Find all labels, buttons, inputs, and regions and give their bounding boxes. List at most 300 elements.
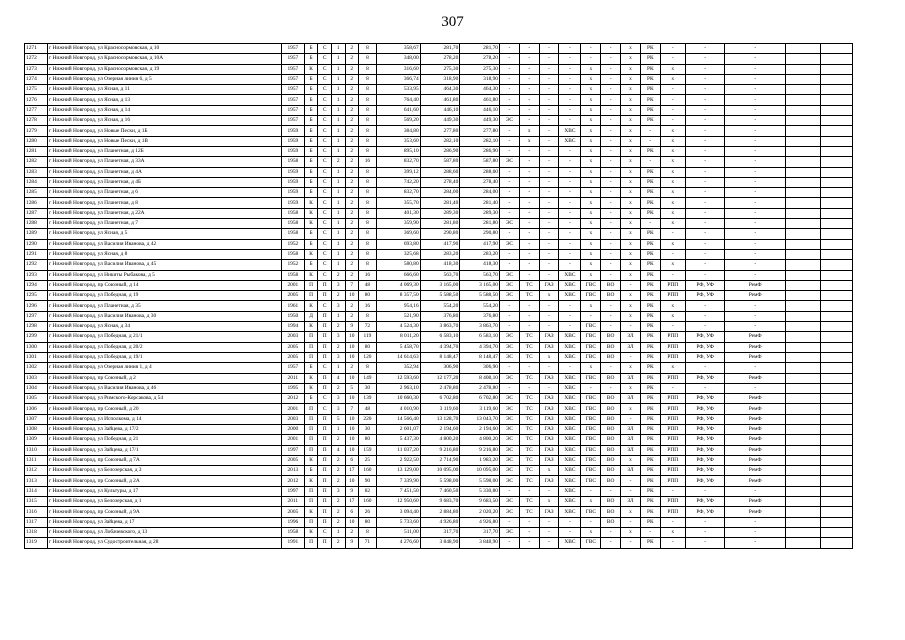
table-cell: г Нижний Новгород, ул Ясная, д 5 [47, 229, 281, 239]
table-cell: ЭС [500, 476, 520, 486]
table-cell: 8 [359, 54, 377, 64]
table-cell: - [725, 167, 786, 177]
table-cell: - [601, 383, 621, 393]
table-cell: РК [640, 64, 660, 74]
table-cell: 693,80 [376, 239, 420, 249]
table-cell: - [559, 146, 581, 156]
table-cell: 30 [359, 424, 377, 434]
table-cell: 9 216,80 [460, 445, 500, 455]
table-cell: 3 119,60 [420, 404, 460, 414]
table-cell: РК [640, 363, 660, 373]
table-cell: - [500, 322, 520, 332]
table-cell: 8 [359, 136, 377, 146]
table-cell: - [685, 527, 725, 537]
table-cell: 1 [331, 146, 345, 156]
table-cell: - [559, 95, 581, 105]
table-cell: РФ, УФ [685, 373, 725, 383]
table-cell: 1 [331, 229, 345, 239]
table-cell: РемФ [725, 455, 786, 465]
table-cell [785, 198, 821, 208]
table-cell: - [519, 188, 539, 198]
table-cell: 288,60 [460, 167, 500, 177]
table-cell: С [318, 167, 332, 177]
table-cell: ЗЛ [621, 394, 641, 404]
table-cell: 4 800,20 [460, 435, 500, 445]
table-cell: х [519, 126, 539, 136]
table-cell: - [519, 527, 539, 537]
table-cell: ГВС [581, 414, 601, 424]
table-cell: - [725, 188, 786, 198]
table-cell [785, 517, 821, 527]
table-cell: 2011 [281, 373, 304, 383]
table-cell: 72 [359, 322, 377, 332]
table-cell: 580,80 [376, 260, 420, 270]
table-cell: 1308 [25, 424, 48, 434]
table-row [25, 136, 853, 146]
table-cell: - [539, 486, 559, 496]
table-cell: 278,40 [420, 177, 460, 187]
table-cell: х [581, 157, 601, 167]
table-cell: - [500, 363, 520, 373]
table-cell: г Нижний Новгород, ул Планетная, д 33А [47, 157, 281, 167]
table-cell [785, 146, 821, 156]
table-cell: х [660, 177, 685, 187]
table-cell: г Нижний Новгород, ул Новые Пески, д 1Б [47, 126, 281, 136]
table-cell: Б [304, 229, 318, 239]
table-cell: - [559, 157, 581, 167]
table-cell: 1 [331, 363, 345, 373]
table-cell: 5 588,50 [420, 291, 460, 301]
table-cell: 2 [345, 136, 359, 146]
table-cell: РемФ [725, 476, 786, 486]
table-row [25, 332, 853, 342]
table-cell: - [660, 383, 685, 393]
table-cell: - [519, 44, 539, 54]
table-cell: РК [640, 116, 660, 126]
table-cell: - [539, 363, 559, 373]
table-cell: 1278 [25, 116, 48, 126]
table-cell: ГАЗ [539, 414, 559, 424]
table-cell: 13 128,70 [420, 414, 460, 424]
table-cell: К [304, 527, 318, 537]
table-cell: П [318, 342, 332, 352]
table-row [25, 486, 853, 496]
table-cell [785, 116, 821, 126]
table-cell: ГАЗ [539, 435, 559, 445]
table-cell: 2003 [281, 414, 304, 424]
table-cell: 10 [345, 435, 359, 445]
table-cell: 366,74 [376, 74, 420, 84]
table-row [25, 157, 853, 167]
table-cell: 1280 [25, 136, 48, 146]
table-cell: 160 [359, 466, 377, 476]
table-cell: РПП [660, 476, 685, 486]
table-cell: ЭС [500, 466, 520, 476]
table-cell: 6 702,80 [460, 394, 500, 404]
table-cell: ГАЗ [539, 404, 559, 414]
table-cell: 832,70 [376, 157, 420, 167]
table-cell: г Нижний Новгород, ул Зайцева, д 17/2 [47, 424, 281, 434]
table-cell: ЗЛ [621, 342, 641, 352]
table-cell: - [601, 177, 621, 187]
table-cell: 3 165,00 [460, 280, 500, 290]
table-cell [821, 239, 853, 249]
table-cell: П [304, 280, 318, 290]
table-cell: С [318, 394, 332, 404]
table-cell: ТС [519, 497, 539, 507]
table-cell: 2 922,50 [376, 455, 420, 465]
table-cell: РК [640, 54, 660, 64]
table-cell: 1958 [281, 219, 304, 229]
table-cell: Б [304, 157, 318, 167]
table-cell: РК [640, 260, 660, 270]
table-cell: П [318, 291, 332, 301]
table-cell: - [621, 517, 641, 527]
table-cell: К [304, 249, 318, 259]
table-cell: - [500, 311, 520, 321]
table-cell: РемФ [725, 404, 786, 414]
table-cell: 149 [359, 373, 377, 383]
table-row [25, 177, 853, 187]
table-row [25, 445, 853, 455]
table-cell: х [621, 146, 641, 156]
table-cell: 2 [345, 249, 359, 259]
table-cell: - [500, 54, 520, 64]
table-cell: РФ, УФ [685, 291, 725, 301]
table-cell: 2003 [281, 332, 304, 342]
table-cell: П [318, 352, 332, 362]
table-cell [785, 363, 821, 373]
table-cell: ТС [519, 332, 539, 342]
table-cell: 1957 [281, 54, 304, 64]
table-cell: 289,30 [460, 208, 500, 218]
table-cell: 1 [331, 105, 345, 115]
table-cell: 666,60 [376, 270, 420, 280]
table-cell: - [559, 167, 581, 177]
table-cell: 119 [359, 332, 377, 342]
table-cell: х [621, 54, 641, 64]
table-cell [785, 188, 821, 198]
table-cell: П [304, 486, 318, 496]
table-cell: ХВС [559, 373, 581, 383]
table-cell: С [318, 116, 332, 126]
table-cell: г Нижний Новгород, ул Ясная, д 34 [47, 322, 281, 332]
table-cell: ТС [519, 414, 539, 424]
table-cell: П [304, 497, 318, 507]
table-cell: П [304, 435, 318, 445]
table-cell [821, 208, 853, 218]
table-cell: 1 [331, 188, 345, 198]
table-cell [785, 424, 821, 434]
table-cell: 1306 [25, 404, 48, 414]
table-cell: РК [640, 476, 660, 486]
table-cell [785, 126, 821, 136]
table-cell: С [318, 146, 332, 156]
table-cell: 1313 [25, 476, 48, 486]
table-cell: - [660, 322, 685, 332]
table-cell: П [318, 280, 332, 290]
table-cell: 464,30 [420, 85, 460, 95]
table-cell: П [318, 486, 332, 496]
table-row [25, 404, 853, 414]
table-cell: - [725, 136, 786, 146]
table-cell: 1302 [25, 363, 48, 373]
table-cell: П [304, 291, 318, 301]
table-cell: РПП [660, 497, 685, 507]
housing-registry-table [24, 43, 853, 549]
table-cell: 1297 [25, 311, 48, 321]
table-cell: РемФ [725, 414, 786, 424]
table-cell: ХВС [559, 486, 581, 496]
table-cell: - [725, 249, 786, 259]
table-cell: г Нижний Новгород, ул Планетная, д 4А [47, 167, 281, 177]
table-cell: 511,00 [376, 527, 420, 537]
table-cell: 2 [345, 167, 359, 177]
table-cell: ЗЛ [621, 435, 641, 445]
table-cell: 2 478,80 [460, 383, 500, 393]
table-cell [821, 466, 853, 476]
table-cell: х [581, 497, 601, 507]
table-cell: 2 [331, 322, 345, 332]
table-cell: 48 [359, 280, 377, 290]
table-cell: 449,30 [420, 116, 460, 126]
table-cell: - [539, 229, 559, 239]
table-cell: г Нижний Новгород, ул Красносормовская, д 10 [47, 44, 281, 54]
table-cell: РК [640, 455, 660, 465]
table-cell: 8 [359, 219, 377, 229]
table-cell: РФ, УФ [685, 280, 725, 290]
table-cell [821, 394, 853, 404]
table-cell: 2 601,07 [376, 424, 420, 434]
table-cell: 1301 [25, 352, 48, 362]
table-cell: 6 583,10 [420, 332, 460, 342]
table-cell: 2 [345, 64, 359, 74]
table-cell: РФ, УФ [685, 466, 725, 476]
table-cell: г Нижний Новгород, ул Победная, д 21/1 [47, 332, 281, 342]
table-cell: г Нижний Новгород, ул Никиты Рыбакова, д 5 [47, 270, 281, 280]
table-cell: РК [640, 280, 660, 290]
table-cell: х [581, 198, 601, 208]
table-cell: 306,90 [420, 363, 460, 373]
table-cell: г Нижний Новгород, ул Озерная линия 6, д 5 [47, 74, 281, 84]
table-cell: - [601, 105, 621, 115]
table-cell: ЭС [500, 455, 520, 465]
table-cell: ГАЗ [539, 476, 559, 486]
table-cell: ТС [519, 394, 539, 404]
table-cell: - [660, 95, 685, 105]
table-cell: г Нижний Новгород, ул Культуры, д 17 [47, 486, 281, 496]
table-cell: РФ, УФ [685, 414, 725, 424]
table-cell: 1961 [281, 301, 304, 311]
table-cell: 446,10 [420, 105, 460, 115]
table-cell: 3 [331, 332, 345, 342]
table-cell: ЭС [500, 270, 520, 280]
table-cell: П [318, 414, 332, 424]
table-cell: - [500, 538, 520, 548]
table-cell: РПП [660, 455, 685, 465]
table-cell [785, 352, 821, 362]
table-cell: РК [640, 95, 660, 105]
table-cell: ХВС [559, 270, 581, 280]
table-cell: ЭС [500, 435, 520, 445]
table-cell: РК [640, 404, 660, 414]
table-cell: 417,90 [420, 239, 460, 249]
table-cell: х [660, 157, 685, 167]
table-cell: 2 [345, 126, 359, 136]
table-cell: - [621, 476, 641, 486]
table-cell: х [621, 198, 641, 208]
table-cell: 418,30 [460, 260, 500, 270]
table-cell: х [581, 146, 601, 156]
table-cell: - [601, 116, 621, 126]
table-cell: - [640, 157, 660, 167]
table-cell: 2 [345, 229, 359, 239]
table-row [25, 373, 853, 383]
table-cell: ВО [601, 332, 621, 342]
table-cell: 3 [331, 404, 345, 414]
table-cell: ЗЛ [621, 497, 641, 507]
table-cell: 461,80 [460, 95, 500, 105]
table-cell: ГВС [581, 342, 601, 352]
table-cell: 954,16 [376, 301, 420, 311]
table-cell: 4 [331, 445, 345, 455]
table-cell [785, 208, 821, 218]
table-cell: - [725, 95, 786, 105]
table-cell: 2012 [281, 476, 304, 486]
table-cell: 120 [359, 352, 377, 362]
table-cell: ГВС [581, 352, 601, 362]
table-cell: 1283 [25, 167, 48, 177]
table-cell: 12 593,60 [376, 373, 420, 383]
table-row [25, 229, 853, 239]
table-cell: - [660, 538, 685, 548]
table-cell: РемФ [725, 466, 786, 476]
table-cell: - [539, 301, 559, 311]
table-row [25, 507, 853, 517]
table-cell: К [304, 476, 318, 486]
table-cell: - [601, 188, 621, 198]
table-cell: - [640, 126, 660, 136]
table-cell: х [660, 311, 685, 321]
table-cell: ВО [601, 476, 621, 486]
table-cell: - [660, 85, 685, 95]
table-cell: С [318, 208, 332, 218]
table-cell [821, 363, 853, 373]
table-cell: 1 [331, 249, 345, 259]
table-cell: - [539, 322, 559, 332]
table-cell: ХВС [559, 342, 581, 352]
table-cell: 352,94 [376, 363, 420, 373]
table-cell: 1 [331, 74, 345, 84]
table-cell [821, 270, 853, 280]
table-cell: - [519, 270, 539, 280]
table-cell: - [539, 105, 559, 115]
table-cell: - [500, 486, 520, 496]
table-cell: г Нижний Новгород, ул Победная, д 21 [47, 435, 281, 445]
table-cell: 10 [345, 424, 359, 434]
table-cell: РК [640, 301, 660, 311]
table-cell: ХВС [559, 424, 581, 434]
table-cell: К [304, 219, 318, 229]
table-cell: 8 [359, 311, 377, 321]
table-cell: - [601, 260, 621, 270]
table-cell: х [581, 177, 601, 187]
table-cell: РемФ [725, 332, 786, 342]
table-cell: ВО [601, 342, 621, 352]
table-cell: ЭС [500, 157, 520, 167]
table-cell: РК [640, 239, 660, 249]
table-cell: х [621, 249, 641, 259]
table-cell: - [500, 95, 520, 105]
table-cell: - [500, 167, 520, 177]
table-cell: С [318, 249, 332, 259]
table-cell: 563,70 [460, 270, 500, 280]
table-cell: - [500, 517, 520, 527]
table-cell: 1296 [25, 301, 48, 311]
table-cell: ВО [601, 291, 621, 301]
table-cell: 2 194,60 [460, 424, 500, 434]
table-cell: ВО [601, 466, 621, 476]
table-cell: - [685, 260, 725, 270]
table-cell: П [318, 322, 332, 332]
table-cell: 2005 [281, 455, 304, 465]
table-cell: - [601, 229, 621, 239]
table-cell: С [318, 188, 332, 198]
table-cell [785, 177, 821, 187]
table-cell: г Нижний Новгород, ул Лобачевского, д 13 [47, 527, 281, 537]
table-cell: 6 [345, 455, 359, 465]
table-cell: 1275 [25, 85, 48, 95]
table-cell: 9 683,50 [460, 497, 500, 507]
table-cell: П [318, 424, 332, 434]
table-cell: 2 478,80 [420, 383, 460, 393]
table-cell: 8 [359, 363, 377, 373]
table-cell: г Нижний Новгород, пр Союзный, д 2А [47, 476, 281, 486]
table-cell: ВО [601, 517, 621, 527]
table-cell: 5 733,60 [376, 517, 420, 527]
table-cell: С [318, 270, 332, 280]
table-cell: 1271 [25, 44, 48, 54]
table-cell: 4 [331, 373, 345, 383]
table-cell: г Нижний Новгород, пр Союзный, д 2 [47, 373, 281, 383]
table-cell [785, 394, 821, 404]
table-cell: х [539, 352, 559, 362]
table-cell: П [318, 435, 332, 445]
table-cell: х [581, 64, 601, 74]
table-cell: 563,70 [420, 270, 460, 280]
table-cell: ТС [519, 424, 539, 434]
table-cell: 14 566,40 [376, 414, 420, 424]
table-cell: 1284 [25, 177, 48, 187]
table-cell: 1958 [281, 270, 304, 280]
table-cell: 1281 [25, 146, 48, 156]
table-cell: - [519, 64, 539, 74]
table-cell [821, 332, 853, 342]
table-cell: ВО [601, 497, 621, 507]
table-cell: - [601, 322, 621, 332]
table-cell [785, 342, 821, 352]
table-cell: 1 983,20 [460, 455, 500, 465]
table-cell: - [685, 198, 725, 208]
table-cell: РК [640, 208, 660, 218]
table-cell [785, 301, 821, 311]
table-cell: РК [640, 270, 660, 280]
table-row [25, 352, 853, 362]
table-cell: - [559, 208, 581, 218]
table-cell: х [660, 363, 685, 373]
table-cell: РФ, УФ [685, 352, 725, 362]
table-cell [785, 311, 821, 321]
